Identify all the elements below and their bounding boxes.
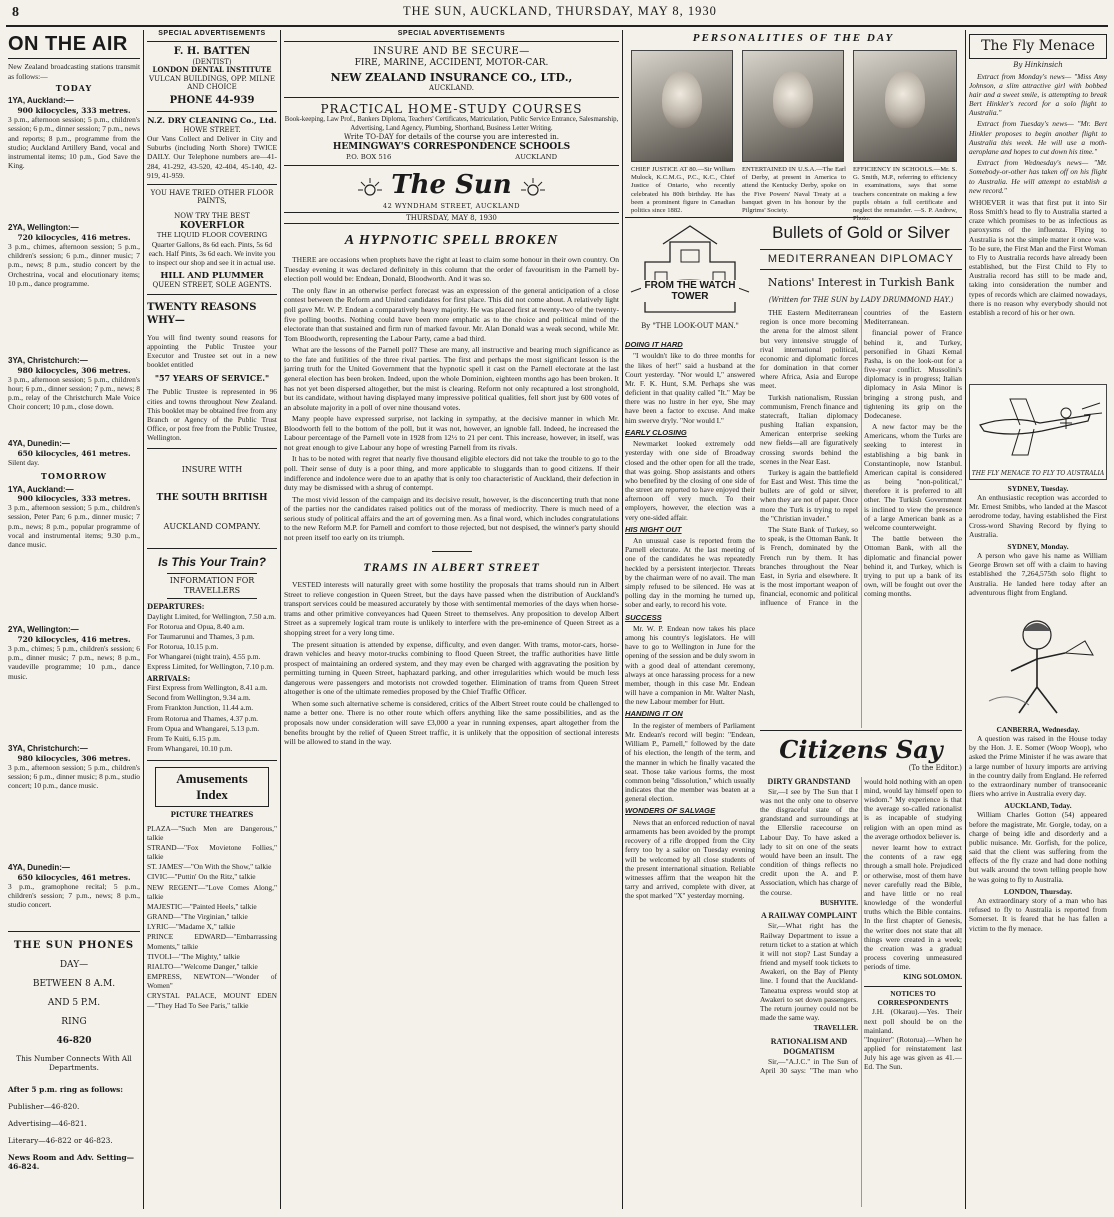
column-rule xyxy=(143,30,144,1209)
editorial-paragraph: What are the lessons of the Parnell poll? These are many, all instructive and bearing much significance as to the fate and futilities of the three rival parties. The first and perhaps the most significant lesson is the jarring truth for the United Government that the hypnotic spell it cast on the Parnell electorate at the last general election has been broken. Indeed, upon the whole Dominion, eighteen months ago has been broken. It has not yet been dispersed altogether, but the mist is clearing. Reform not only recaptured a lost stronghold, but its candidate, without having displayed many impressive political qualities, fell short just by 600 votes of an absolute majority in a poll of over nine thousand votes. xyxy=(284,345,619,412)
station-schedule: 3 p.m., afternoon session; 5 p.m., children's session; 6 p.m., dinner session; 7 p.m., news and reports; 8 p.m., programme from the studio; Auckland Artillery Band, vocal and instrumental items; 10 p.m., God Save the King. xyxy=(8,115,140,171)
paint-sub: THE LIQUID FLOOR COVERING xyxy=(156,231,268,240)
station-name: 2YA, Wellington:— xyxy=(8,625,79,635)
twenty-booklet: "57 YEARS OF SERVICE." xyxy=(154,372,270,383)
batten-phone: PHONE 44-939 xyxy=(169,94,255,106)
wt-paragraph: An unusual case is reported from the Parnell electorate. At the last meeting of one of the candidates he was repeatedly heckled by a persistent interjector. Threats by the chairman were of no avail. The man simply refused to be silenced. He was at polling day in the morning he turned up, sober and early, to record his vote. xyxy=(625,536,755,610)
bullets-article xyxy=(760,222,962,727)
station-name: 4YA, Dunedin:— xyxy=(8,438,70,448)
sun-address: 42 WYNDHAM STREET, AUCKLAND xyxy=(382,201,521,210)
amusement-item: CRYSTAL PALACE, MOUNT EDEN—"They Had To See Paris," talkie xyxy=(147,991,277,1010)
arrival-item: From Whangarei, 10.10 p.m. xyxy=(147,744,233,754)
station-detail: 720 kilocycles, 416 metres. xyxy=(17,233,131,243)
courses-text: Book-keeping, Law Prof., Bankers Diploma, Teachers' Certificates, Matriculation, Public Service Entrance, Salesmanship, Advertising, Land Agency, Plumbing, Shorthand, Business Letter Writing. xyxy=(284,116,619,132)
station-name: 2YA, Wellington:— xyxy=(8,223,79,233)
aeroplane-cartoon-icon xyxy=(970,385,1106,465)
fly-menace-title: The Fly Menace xyxy=(981,38,1095,54)
amusements-title-box xyxy=(155,767,269,807)
bullets-paragraph: Turkish nationalism, Russian communism, French finance and statecraft, Italian diplomacy pushing Italian expansion, American enterprise seeking new fields—all are figuratively crossing swords behind the scenes in the Near East. xyxy=(760,392,858,466)
amusements-title: Amusements Index xyxy=(176,771,248,803)
train-subtitle: INFORMATION FOR TRAVELLERS xyxy=(167,573,257,599)
station-block xyxy=(8,863,140,909)
batten-name: F. H. BATTEN xyxy=(173,45,251,57)
wt-subhead: WONDERS OF SALVAGE xyxy=(625,806,716,816)
station-name: 1YA, Auckland:— xyxy=(8,484,74,494)
dispatch-head: SYDNEY, Tuesday. xyxy=(1007,483,1069,493)
on-the-air-intro: New Zealand broadcasting stations transmit as follows:— xyxy=(8,62,140,81)
wt-paragraph: Newmarket looked extremely odd yesterday with one side of Broadway closed and the other open for all the trade, that was going. Shop assistants and others who benefited by the closing of one side of the street are reported to have enjoyed their afternoon off very much. To their employers, however, the election was a very one-sided affair. xyxy=(625,439,755,522)
editorial-paragraph: THERE are occasions when prophets have the right at least to claim some honour in their own country. On Tuesday evening it was declared definitely in this column that the order of favouritism in the Parnell by-election poll would be: Endean, Donald, Bloodworth. And it was so. xyxy=(284,255,619,284)
today-label: TODAY xyxy=(55,82,93,93)
home-study-ad xyxy=(284,98,619,166)
paint-line1: YOU HAVE TRIED OTHER FLOOR PAINTS, xyxy=(150,188,274,206)
personalities-title: PERSONALITIES OF THE DAY xyxy=(692,32,895,44)
watch-tower-logo xyxy=(625,222,755,337)
dispatch-text: An extraordinary story of a man who has refused to fly to Australia is reported from Somerset. It is feared that he has fallen a victim to the fly menace. xyxy=(969,896,1107,933)
arrivals-label: ARRIVALS: xyxy=(147,673,191,683)
editorial-paragraph: Many people have expressed surprise, not lacking in sympathy, at the decisive manner in which Mr. Bloodworth fell to the bottom of the poll, but it was not, however, an ignoble fall. Indeed, he increased the Labour percentage of the Parnell vote in 1928 from 12½ to 21 per cent. This increase, however, in itself, was not great enough to give Labour any hope of wresting Parnell from its rivals. xyxy=(284,414,619,452)
paint-firm: HILL AND PLUMMER xyxy=(160,271,264,282)
bullets-paragraph: The State Bank of Turkey, so to speak, is the Ottoman Bank. It is French, dominated by the French run by them. It has branches throughout the Near East, in Syria and elsewhere. It is the most important weapon of financial, economic and political influence of France in the countries of the Eastern Mediterranean. xyxy=(760,308,962,608)
arrival-item: From Frankton Junction, 11.44 a.m. xyxy=(147,703,254,713)
amusement-item: EMPRESS, NEWTON—"Wonder of Women" xyxy=(147,972,277,991)
fly-extract: Extract from Tuesday's news— "Mr. Bert Hinkler proposes to begin another flight to Australia this week. He will use a moth-aeroplane and hopes to cut down his time." xyxy=(969,119,1107,156)
station-block xyxy=(8,439,140,467)
on-the-air-title: ON THE AIR xyxy=(8,32,140,59)
notices-text: J.H. (Okarau).—Yes. Their next poll should be on the mainland. "Inquirer" (Rotorua).—When he applied for reinstatement last July his age was given as 41.—Ed. The Sun. xyxy=(864,1007,962,1072)
fly-dispatches xyxy=(969,484,1107,597)
citizens-say xyxy=(760,730,962,1210)
bullets-paragraph: financial power of France behind it, and Turkey, personified in Ghazi Kemal Pasha, is on the look-out for a five-year conflict. Mussolini's diplomacy is in progress; Italian diplomacy in Asia Minor is bringing a strong push, and tightening its grip on the Dodecanese. xyxy=(864,328,962,420)
station-block xyxy=(8,744,140,859)
courses-write: Write TO-DAY for details of the course you are interested in. xyxy=(343,133,560,142)
special-ads-center-header: SPECIAL ADVERTISEMENTS xyxy=(284,30,619,42)
caption-smith: EFFICIENCY IN SCHOOLS.—Mr. S. G. Smith, M.P., referring to efficiency in examinations, says that some teachers concentrate on making a few pupils obtain a full certificate and neglect the remainder. —S. P. Andrew, Photo. xyxy=(853,166,957,223)
fly-body: WHOEVER it was that first put it into Sir Ross Smith's head to fly to Australia started a craze which promises to be as infectious as paroxysms of the influenza. Flying to Australia is not the simple matter it once was. To be sure, the First Man and the First Woman to Fly to Australia records have already been established, but the First Child to Fly to Australia record has still to be made and, taking into consideration the number and types of records which are claimed nowadays, there is no reason why everybody should not establish a record of his or her own. xyxy=(969,197,1107,317)
station-detail: 980 kilocycles, 306 metres. xyxy=(17,753,131,763)
editorial-paragraph: The most vivid lesson of the campaign and its decisive result, however, is the disconcerting truth that none of the parties nor the candidates raised politics out of the morass of mediocrity. There is much need of a serious study of political affairs and the art of governing men. As a final word, which includes congratulations to the new Reform M.P. for Parnell and comfort to those rejected, but not despised, the winner's party should not preen itself too early on its triumph. xyxy=(284,494,619,542)
fly-menace-column xyxy=(969,30,1107,1210)
amusement-item: STRAND—"Fox Movietone Follies," talkie xyxy=(147,842,277,862)
editorial-paragraph: It has to be noted with regret that nearly five thousand eligible electors did not take the trouble to go to the poll. Their sense of duty is a poor thing, and more applicable to sluggards than to good citizens. If their indifference and indolence were due to an apathy that is only too characteristic of Auckland, their defection in duty may be dismissed with a shrug of contempt. xyxy=(284,454,619,493)
station-block xyxy=(8,625,140,740)
fly-extract: Extract from Wednesday's news— "Mr. Somebody-or-other has taken off on his flight to Australia. He will attempt to establish a new record." xyxy=(969,158,1107,195)
dispatch-head: SYDNEY, Monday. xyxy=(1007,541,1069,551)
tomorrow-label: TOMORROW xyxy=(41,470,107,481)
departure-item: For Whangarei (night train), 4.55 p.m. xyxy=(147,652,261,662)
sun-phones-line: News Room and Adv. Setting—46-824. xyxy=(8,1152,135,1171)
station-schedule: Silent day. xyxy=(8,457,40,467)
dispatch-text: An enthusiastic reception was accorded to Mr. Ernest Smibbs, who landed at the Mascot aerodrome today, having established the First Cross-word Shaving Record by flying to Australia. xyxy=(969,493,1107,539)
sun-phones-box xyxy=(8,931,140,1171)
amusement-item: PLAZA—"Such Men are Dangerous," talkie xyxy=(147,823,277,842)
letter-text: Sir,—"A.J.C." in The Sun of April 30 says: "The man who would hold nothing with an open mind, would lay himself open to wisdom." My experience is that the average so-called rationalist is as incapable of studying religion with an open mind as the average orthodox believer is. xyxy=(760,776,962,1075)
batten-ad xyxy=(147,42,277,113)
arrival-item: From Opua and Whangarei, 5.13 p.m. xyxy=(147,723,260,733)
citizens-body xyxy=(760,777,962,1207)
fly-menace-title-box xyxy=(969,34,1107,59)
station-block xyxy=(8,485,140,622)
paper-line: THE SUN, AUCKLAND, THURSDAY, MAY 8, 1930 xyxy=(403,4,717,18)
letter-sign: TRAVELLER. xyxy=(813,1024,858,1033)
amusement-item: GRAND—"The Virginian," talkie xyxy=(147,912,248,922)
insure-line1: INSURE WITH xyxy=(181,465,243,475)
sun-rays-icon xyxy=(520,176,546,196)
arrival-item: First Express from Wellington, 8.41 a.m. xyxy=(147,683,268,693)
departure-item: Daylight Limited, for Wellington, 7.50 a.m. xyxy=(147,611,276,621)
wt-paragraph: In the register of members of Parliament Mr. Endean's record will begin: "Endean, William P., Parnell," followed by the date of his election, the length of the term, and the manner in which he finally vacated the seat. Those take various forms, the most common being "dissolution," which usually indicates that the member was beaten at a general election. xyxy=(625,720,755,804)
train-info xyxy=(147,549,277,761)
dry-cleaning-text: Our Vans Collect and Deliver in City and Suburbs (including North Shore) TWICE DAILY. Our Telephone numbers are—41-284, 41-292, 43-520, 42-404, 45-140, 42-919, 41-959. xyxy=(147,134,277,180)
amusement-item: RIALTO—"Welcome Danger," talkie xyxy=(147,961,258,971)
page-header xyxy=(0,0,1114,30)
wt-subhead: DOING IT HARD xyxy=(625,340,683,349)
fly-cartoon xyxy=(969,384,1107,480)
sun-rays-icon xyxy=(357,176,383,196)
dispatch-text: A person who gave his name as William George Brown set off with a claim to having established the 7,264,575th solo flight to Australia. He landed here today after an adventurous flight from England. xyxy=(969,551,1107,597)
station-name: 3YA, Christchurch:— xyxy=(8,744,88,754)
editorial-date: THURSDAY, MAY 8, 1930 xyxy=(284,212,619,225)
wt-subhead: HANDING IT ON xyxy=(625,709,683,719)
station-schedule: 3 p.m., afternoon session; 5 p.m., children's session; 6 p.m., dinner music; 8 p.m., studio concert; 10 p.m., dance music. xyxy=(8,762,140,791)
wt-subhead: SUCCESS xyxy=(625,612,662,622)
bullets-body xyxy=(760,308,962,728)
station-schedule: 3 p.m., afternoon session; 5 p.m., children's hour; 6 p.m., dinner session; 7 p.m., news; 8 p.m., relay of the Christchurch Male Voice Choir concert; 10 p.m., close down. xyxy=(8,374,140,412)
station-name: 3YA, Christchurch:— xyxy=(8,356,88,366)
public-trust-ad xyxy=(147,295,277,449)
station-schedule: 3 p.m., gramophone recital; 5 p.m., children's session; 7 p.m., news; 8 p.m., studio concert. xyxy=(8,881,140,909)
watch-tower-body xyxy=(625,340,755,900)
special-ads-header: SPECIAL ADVERTISEMENTS xyxy=(147,30,277,42)
insurance-company: NEW ZEALAND INSURANCE CO., LTD., xyxy=(330,70,573,84)
letter-head: RATIONALISM AND DOGMATISM xyxy=(770,1036,848,1056)
station-detail: 650 kilocycles, 461 metres. xyxy=(17,448,131,458)
arrival-item: From Rotorua and Thames, 4.37 p.m. xyxy=(147,713,258,723)
courses-title: PRACTICAL HOME-STUDY COURSES xyxy=(320,101,583,116)
ads-column xyxy=(147,30,277,1210)
dry-cleaning-street: HOWE STREET. xyxy=(183,125,241,134)
departure-item: Express Limited, for Wellington, 7.10 p.m. xyxy=(147,662,274,672)
sun-phones-line: Literary—46-822 or 46-823. xyxy=(8,1135,113,1145)
dry-cleaning-name: N.Z. DRY CLEANING Co., Ltd. xyxy=(147,116,277,126)
sun-logo-block xyxy=(284,166,619,226)
watch-tower-column xyxy=(625,222,755,1210)
wt-paragraph: Mr. W. P. Endean now takes his place among his country's legislators. He will have to go to Wellington in June for the opening of the session and be duly sworn in with a good deal of attendant ceremony, always at once harassing process for a new member, though in this case Mr. Endean will have a companion in Mr. Walter Nash, the new Labour member for Hutt. xyxy=(625,623,755,707)
dispatch-head: CANBERRA, Wednesday. xyxy=(996,724,1080,734)
caption-mulock: CHIEF JUSTICE AT 80.—Sir William Mulock, K.C.M.G., P.C., K.C., Chief Justice of Ontario, who recently celebrated his 80th birthday. He has been a prominent figure in Canadian politics since 1882. xyxy=(631,166,735,214)
amusement-item: PRINCE EDWARD—"Embarrassing Moments," talkie xyxy=(147,932,277,951)
sun-phones-between: BETWEEN 8 A.M. xyxy=(32,979,116,990)
wt-paragraph: News that an enforced reduction of naval armaments has been avoided by the prompt recovery of a rifle dropped from the City ferry too by a sailor on Tuesday evening will be welcomed by all close students of the present international situation. Reliable witnesses affirm that the weapon hit the tarry and arrived, complete with diver, at the spot marked "X" yesterday morning. xyxy=(625,817,755,901)
flier-cartoon-icon xyxy=(969,601,1105,721)
sun-phones-after: After 5 p.m. ring as follows: xyxy=(8,1084,124,1094)
dry-cleaning-ad xyxy=(147,112,277,185)
departure-item: For Rotorua and Opua, 8.40 a.m. xyxy=(147,621,245,631)
amusements-list xyxy=(147,824,277,1010)
bullets-paragraph: THE Eastern Mediterranean region is once more becoming the arena for the almost silent but very intensive struggle of rival international political, economic and diplomatic forces for domination in that corner where Africa, Asia and Europe meet. xyxy=(760,308,858,391)
departure-item: For Taumarunui and Thames, 3 p.m. xyxy=(147,631,255,641)
twenty-text2: The Public Trustee is represented in 96 cities and towns throughout New Zealand. This booklet may be obtained free from any Branch or Agency of the Public Trust Office, or post free from the Public Trustee, Wellington. xyxy=(147,387,277,443)
paint-street: QUEEN STREET, SOLE AGENTS. xyxy=(152,281,272,290)
trams-paragraph: VESTED interests will naturally greet with some hostility the proposals that trams should run in Albert Street to relieve congestion in Queen Street, but the days have passed when the distribution of Auckland's transport services could be measured accurately by those with sentimental memories of the days when horse-trams and other primitive conveyances had Queen Street to themselves. Any proposition to develop Albert Street as a supremely logical tram route is unlikely to interfere with the pre-eminence of Queen Street as a shopping street for a very long time. xyxy=(284,580,619,637)
fly-extracts xyxy=(969,72,1107,195)
bullets-headline: Bullets of Gold or Silver xyxy=(772,223,950,242)
trams-paragraph: When some such alternative scheme is considered, critics of the Albert Street route could be challenged to name a better one. There is no other route which offers anything like the same possibilities, and as the proposals now under consideration will save £3,000 a year in running expenses, apart altogether from the benefits brought by the relief of Queen Street traffic, it is unlikely that the opposition of sectional interests will be allowed to stand in the way. xyxy=(284,698,619,747)
batten-institute: LONDON DENTAL INSTITUTE xyxy=(152,65,272,75)
wt-paragraph: "I wouldn't like to do three months for the likes of her!" said a husband at the Court yesterday. "Nor would I," answered Mr. F. K. Hunt, S.M. Perhaps she was deficient in that quality called "It." May be there was no lustre in her eye, She may have been a factor to excuse. And make him swerve dryly. "Nor would I." xyxy=(625,351,755,425)
courses-box-city: AUCKLAND xyxy=(515,152,558,161)
paint-brand: KOVERFLOR xyxy=(179,220,245,231)
column-rule xyxy=(965,30,966,1209)
twenty-text: You will find twenty sound reasons for appointing the Public Trustee your Executor and Trustee set out in a new booklet entitled xyxy=(147,332,277,370)
insure-line2: THE SOUTH BRITISH xyxy=(156,493,268,504)
sun-logo-text: The Sun xyxy=(391,169,512,200)
fly-cartoon-2 xyxy=(969,601,1107,721)
train-title: Is This Your Train? xyxy=(158,554,266,569)
amusement-item: MAJESTIC—"Painted Heels," talkie xyxy=(147,901,257,911)
paint-ad xyxy=(147,185,277,295)
letter-text: Sir,—What right has the Railway Department to issue a return ticket to a station at which it will not stop? Last Sunday a friend and myself took tickets to Awakeri, on the Bay of Plenty line. I found that the Auckland-Taneatua express would stop at Awakeri to set down passengers. The return journey could not be made the same way. xyxy=(760,921,858,1023)
station-detail: 720 kilocycles, 416 metres. xyxy=(17,635,131,645)
departures-list xyxy=(147,612,277,672)
dispatch-head: AUCKLAND, Today. xyxy=(1004,801,1072,811)
letter-head: DIRTY GRANDSTAND xyxy=(767,776,851,786)
amusement-item: ST. JAMES'—"On With the Show," talkie xyxy=(147,862,272,872)
bullets-paragraph: A new factor may be the Americans, whom the Turks are seeking to interest in establishing a big bank in Constantinople, now Istanbul. American capital is considered as being "non-political," therefore it is preferred to all other. The Turkish Government is inclined to view the presence of a large American bank as a welcome counterweight. xyxy=(864,422,962,532)
station-name: 1YA, Auckland:— xyxy=(8,96,74,106)
sun-logo xyxy=(284,170,619,202)
trams-body xyxy=(284,580,619,747)
station-name: 4YA, Dunedin:— xyxy=(8,862,70,872)
insure-line3: AUCKLAND COMPANY. xyxy=(163,522,261,532)
station-detail: 980 kilocycles, 306 metres. xyxy=(17,365,131,375)
watch-tower-byline: By "THE LOOK-OUT MAN." xyxy=(641,322,739,330)
amusement-item: TIVOLI—"The Mighty," talkie xyxy=(147,951,240,961)
paint-line2: NOW TRY THE BEST xyxy=(174,211,250,220)
bullets-deck: Nations' Interest in Turkish Bank xyxy=(767,276,955,290)
photo-derby xyxy=(742,50,844,162)
trams-paragraph: The present situation is attended by expense, difficulty, and even danger. With trams, motor-cars, horse-drawn vehicles and heavy motor-trucks combining to flood Queen Street, the traffic authorities have little prospect of maintaining an ordered system, and they may even be charged with aggravating the position by permitting turning in Queen Street, haphazard parking, and other irregularities which would be much less dangerous were passengers and motorists not crowded together. Elimination of trams from Queen Street altogether is one of the ultimate remedies proposed by the Chief Traffic Officer. xyxy=(284,639,619,697)
fly-menace-byline: By Hinkinsich xyxy=(1013,61,1063,70)
bullets-paragraph: The battle between the Ottoman Bank, with all the diplomatic and financial power behind it, and Turkey, which is trying to put up a bank of its own, will be fought out over the coming months. xyxy=(864,534,962,599)
fly-dispatches-2 xyxy=(969,725,1107,933)
wt-subhead: EARLY CLOSING xyxy=(625,427,687,437)
editorial-headline: A HYPNOTIC SPELL BROKEN xyxy=(344,233,559,249)
station-detail: 900 kilocycles, 333 metres. xyxy=(17,106,131,116)
nz-insurance-ad xyxy=(284,42,619,98)
dispatch-head: LONDON, Thursday. xyxy=(1003,886,1073,896)
amusement-item: CIVIC—"Puttin' On the Ritz," talkie xyxy=(147,872,256,882)
column-rule xyxy=(622,30,623,1209)
arrival-item: From Te Kuiti, 6.15 p.m. xyxy=(147,733,221,743)
station-detail: 900 kilocycles, 333 metres. xyxy=(17,494,131,504)
citizens-note: (To the Editor.) xyxy=(908,764,962,773)
on-the-air-column xyxy=(8,30,140,1210)
station-block xyxy=(8,356,140,435)
arrival-item: Second from Wellington, 9.34 a.m. xyxy=(147,693,251,703)
bullets-paragraph: Turkey is again the battlefield for East and West. This time the bullets are of gold or silver, when they are not of paper. Once more the Turk is trying to repel the "Christian invader." xyxy=(760,467,858,523)
cartoon-caption: THE FLY MENACE TO FLY TO AUSTRALIA xyxy=(971,469,1105,477)
station-block xyxy=(8,96,140,219)
batten-role: (DENTIST) xyxy=(192,57,232,66)
sun-phones-title: THE SUN PHONES xyxy=(13,940,135,952)
photo-smith xyxy=(853,50,957,162)
amusements-index xyxy=(147,761,277,1010)
letter-sign: BUSHYITE. xyxy=(820,898,858,907)
letter-head: A RAILWAY COMPLAINT xyxy=(760,911,858,921)
sun-phones-and: AND 5 P.M. xyxy=(47,998,101,1009)
departures-label: DEPARTURES: xyxy=(147,601,205,611)
wt-subhead: HIS NIGHT OUT xyxy=(625,524,682,534)
header-rule xyxy=(6,25,1108,27)
station-schedule: 3 p.m., chimes, afternoon session; 5 p.m., children's session; 6 p.m., dinner music; 7 p.m., news; 8 p.m., studio concert by the Orchestrina, vocal and elocutionary items; 10 p.m., dance programme. xyxy=(8,242,140,288)
station-detail: 650 kilocycles, 461 metres. xyxy=(17,872,131,882)
divider xyxy=(432,551,472,552)
dispatch-text: William Charles Gotton (54) appeared before the magistrate, Mr. Gorgle, today, on a charge of being idle and disorderly and a public nuisance. Mr. Gorfish, for the police, said that the client was suffering from the effects of the fly craze and had done nothing but walk around the town telling people how he was going to fly to Australia. xyxy=(969,810,1107,884)
amusements-section: PICTURE THEATRES xyxy=(170,810,254,819)
dispatch-text: A question was raised in the House today by the Hon. J. E. Somer (Woop Woop), who asked the Prime Minister if he was aware that a large number of luxury imports are arriving in the country daily from England. He referred to the extraordinary number of transoceanic fliers who arrive in Australia every day. xyxy=(969,734,1107,799)
insurance-line1: INSURE AND BE SECURE— xyxy=(373,45,530,57)
courses-box xyxy=(284,153,619,161)
sun-phones-ring: RING xyxy=(61,1017,87,1028)
citizens-title: Citizens Say xyxy=(779,735,943,764)
station-schedule: 3 p.m., afternoon session; 5 p.m., children's session, Peter Pan; 6 p.m., dinner music; 7 p.m., news; 8 p.m., popular programme of vocal and instrumental items; 9.30 p.m., dance music. xyxy=(8,503,140,549)
sun-phones-day: DAY— xyxy=(59,960,89,971)
insurance-city: AUCKLAND. xyxy=(429,84,474,93)
editorial-body xyxy=(284,255,619,542)
column-rule xyxy=(280,30,281,1209)
arrivals-list xyxy=(147,683,277,753)
sun-phones-connects: This Number Connects With All Departments. xyxy=(16,1054,132,1072)
paint-text: Quarter Gallons, 8s 6d each. Pints, 5s 6d each. Half Pints, 3s 6d each. We invite you to inspect our shop and see it in actual use. xyxy=(148,239,276,267)
caption-derby: ENTERTAINED IN U.S.A.—The Earl of Derby, at present in America to attend the Kentucky Derby, spoke on the Five Powers' Naval Treaty at a banquet given in his honour by the Pilgrims' Society. xyxy=(742,166,846,214)
personalities-section xyxy=(625,30,962,223)
sun-phones-number: 46-820 xyxy=(56,1036,92,1047)
page-number: 8 xyxy=(12,5,19,20)
courses-school: HEMINGWAY'S CORRESPONDENCE SCHOOLS xyxy=(332,141,571,152)
bullets-subheadline: MEDITERRANEAN DIPLOMACY xyxy=(760,249,962,270)
station-block xyxy=(8,223,140,352)
insurance-line2: FIRE, MARINE, ACCIDENT, MOTOR-CAR. xyxy=(354,57,549,68)
letter-sign: KING SOLOMON. xyxy=(903,973,962,982)
letter-text: never learnt how to extract the contents of a raw egg through a small hole. Prejudiced or otherwise, most of them have never carefully read the Bible, and have little or no real knowledge of the wonderful truths which the Bible contains. In the first chapter of Genesis, the writer does not state that all things were created in a week; the creation was a gradual process covering unmeasured periods of time. xyxy=(864,843,962,972)
bullets-byline: (Written for THE SUN by LADY DRUMMOND HAY.) xyxy=(768,295,954,304)
departure-item: For Rotorua, 10.15 p.m. xyxy=(147,642,219,652)
editorial-column xyxy=(284,30,619,1210)
notices-title: NOTICES TO CORRESPONDENTS xyxy=(864,986,962,1007)
fly-extract: Extract from Monday's news— "Miss Amy Johnson, a slim attractive girl with bobbed hair and a sweet smile, is attempting to break Bert Hinkler's record for a solo flight to Australia." xyxy=(969,71,1107,118)
courses-box-number: P.O. BOX 516 xyxy=(345,152,392,161)
twenty-title: TWENTY REASONS WHY— xyxy=(147,301,257,326)
letter-text: Sir,—I see by The Sun that I was not the only one to observe the disgraceful state of the grandstand and surroundings at the Ellerslie racecourse on Labour Day. To have asked a lady to sit on one of the seats would have been an insult. The condition of things reflects no credit upon the A. and P. Association, which has charge of the course. xyxy=(760,786,858,897)
sun-phones-line: Advertising—46-821. xyxy=(8,1118,87,1128)
amusement-item: LYRIC—"Madame X," talkie xyxy=(147,922,236,932)
batten-address: VULCAN BUILDINGS, OPP. MILNE AND CHOICE xyxy=(149,74,275,92)
editorial-paragraph: The only flaw in an otherwise perfect forecast was an expression of the general anticipation of a close contest between the Reform and United candidates for first place. This did not come about. A relatively light poll gave Mr. W. P. Endean a comparatively heavy majority. He was placed first at twenty-two of the twenty-five polling booths. Nothing could have been more emphatic as to the choice and political mind of the electorate than that sustained and firm run of marked favour. Mr. Alan Donald was a weak second, while Mr. Tom Bloodworth, representing the Labour Party, came a bad third. xyxy=(284,285,619,343)
south-british-ad xyxy=(147,449,277,548)
watch-tower-title: FROM THE WATCH TOWER xyxy=(641,280,739,302)
station-schedule: 3 p.m., chimes; 5 p.m., children's session; 6 p.m., dinner music; 7 p.m., news; 8 p.m., vaudeville programme; 10 p.m., dance music. xyxy=(8,644,140,681)
amusement-item: NEW REGENT—"Love Comes Along," talkie xyxy=(147,882,277,901)
sun-phones-line: Publisher—46-820. xyxy=(8,1101,80,1111)
photo-mulock xyxy=(631,50,733,162)
trams-headline: TRAMS IN ALBERT STREET xyxy=(363,559,540,574)
